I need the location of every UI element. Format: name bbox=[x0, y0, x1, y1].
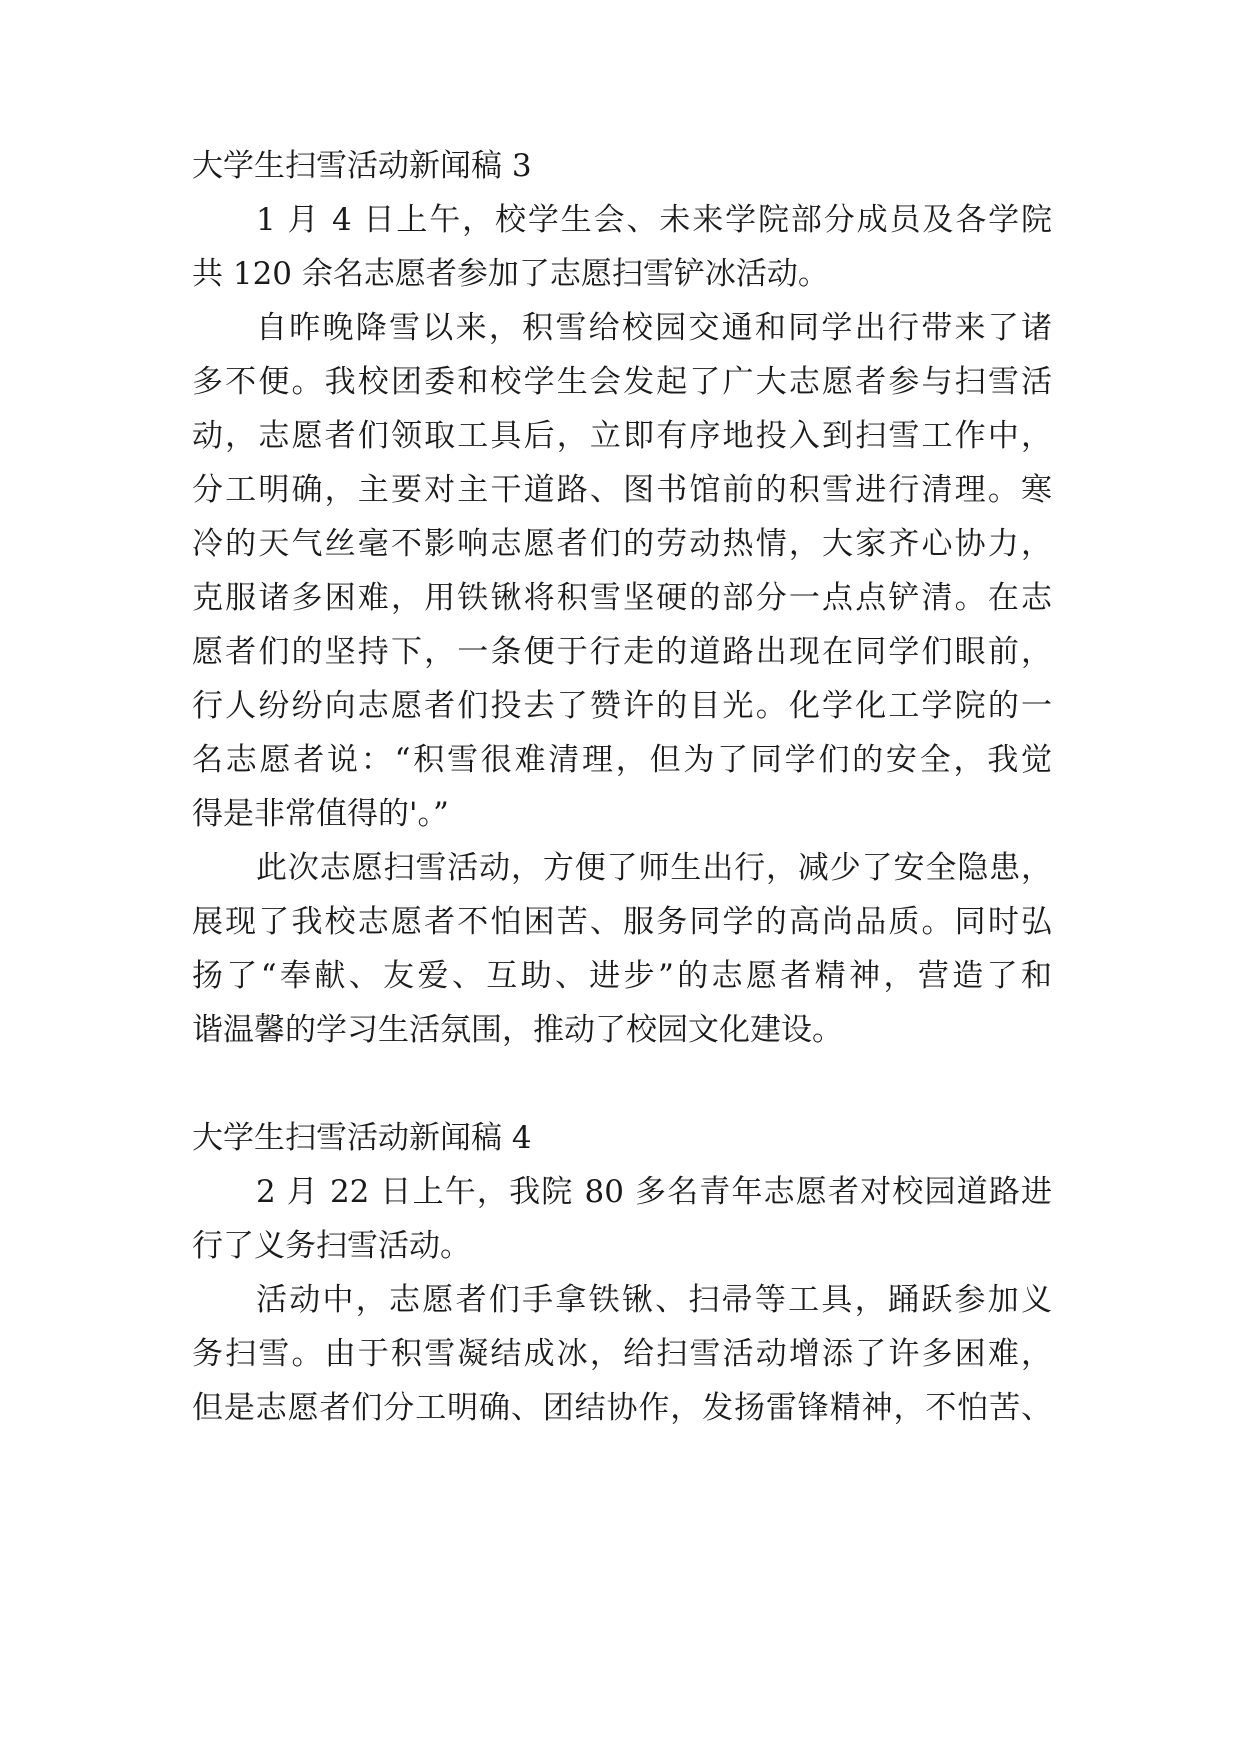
section-title: 大学生扫雪活动新闻稿 4 bbox=[192, 1120, 532, 1156]
paragraph-line: 务扫雪。由于积雪凝结成冰，给扫雪活动增添了许多困难， bbox=[192, 1336, 1052, 1372]
paragraph-line: 得是非常值得的'。” bbox=[192, 796, 449, 832]
paragraph-line: 共 120 余名志愿者参加了志愿扫雪铲冰活动。 bbox=[192, 256, 829, 292]
paragraph-line: 展现了我校志愿者不怕困苦、服务同学的高尚品质。同时弘 bbox=[192, 904, 1052, 940]
paragraph-line: 名志愿者说：“积雪很难清理，但为了同学们的安全，我觉 bbox=[192, 742, 1052, 778]
section-title: 大学生扫雪活动新闻稿 3 bbox=[192, 148, 532, 184]
paragraph-line: 克服诸多困难，用铁锹将积雪坚硬的部分一点点铲清。在志 bbox=[192, 580, 1052, 616]
paragraph-line: 动，志愿者们领取工具后，立即有序地投入到扫雪工作中， bbox=[192, 418, 1052, 454]
paragraph-line: 愿者们的坚持下，一条便于行走的道路出现在同学们眼前， bbox=[192, 634, 1052, 670]
paragraph-line: 2 月 22 日上午，我院 80 多名青年志愿者对校园道路进 bbox=[256, 1174, 1052, 1210]
paragraph-line: 多不便。我校团委和校学生会发起了广大志愿者参与扫雪活 bbox=[192, 364, 1052, 400]
paragraph-line: 扬了“奉献、友爱、互助、进步”的志愿者精神，营造了和 bbox=[192, 958, 1052, 994]
paragraph-line: 活动中，志愿者们手拿铁锹、扫帚等工具，踊跃参加义 bbox=[256, 1282, 1052, 1318]
paragraph-line: 1 月 4 日上午，校学生会、未来学院部分成员及各学院 bbox=[256, 202, 1052, 238]
paragraph-line: 但是志愿者们分工明确、团结协作，发扬雷锋精神，不怕苦、 bbox=[192, 1390, 1052, 1426]
paragraph-line: 此次志愿扫雪活动，方便了师生出行，减少了安全隐患， bbox=[256, 850, 1052, 886]
paragraph-line: 冷的天气丝毫不影响志愿者们的劳动热情，大家齐心协力， bbox=[192, 526, 1052, 562]
paragraph-line: 谐温馨的学习生活氛围，推动了校园文化建设。 bbox=[192, 1012, 843, 1048]
paragraph-line: 自昨晚降雪以来，积雪给校园交通和同学出行带来了诸 bbox=[256, 310, 1052, 346]
paragraph-line: 分工明确，主要对主干道路、图书馆前的积雪进行清理。寒 bbox=[192, 472, 1052, 508]
paragraph-line: 行了义务扫雪活动。 bbox=[192, 1228, 471, 1264]
paragraph-line: 行人纷纷向志愿者们投去了赞许的目光。化学化工学院的一 bbox=[192, 688, 1052, 724]
